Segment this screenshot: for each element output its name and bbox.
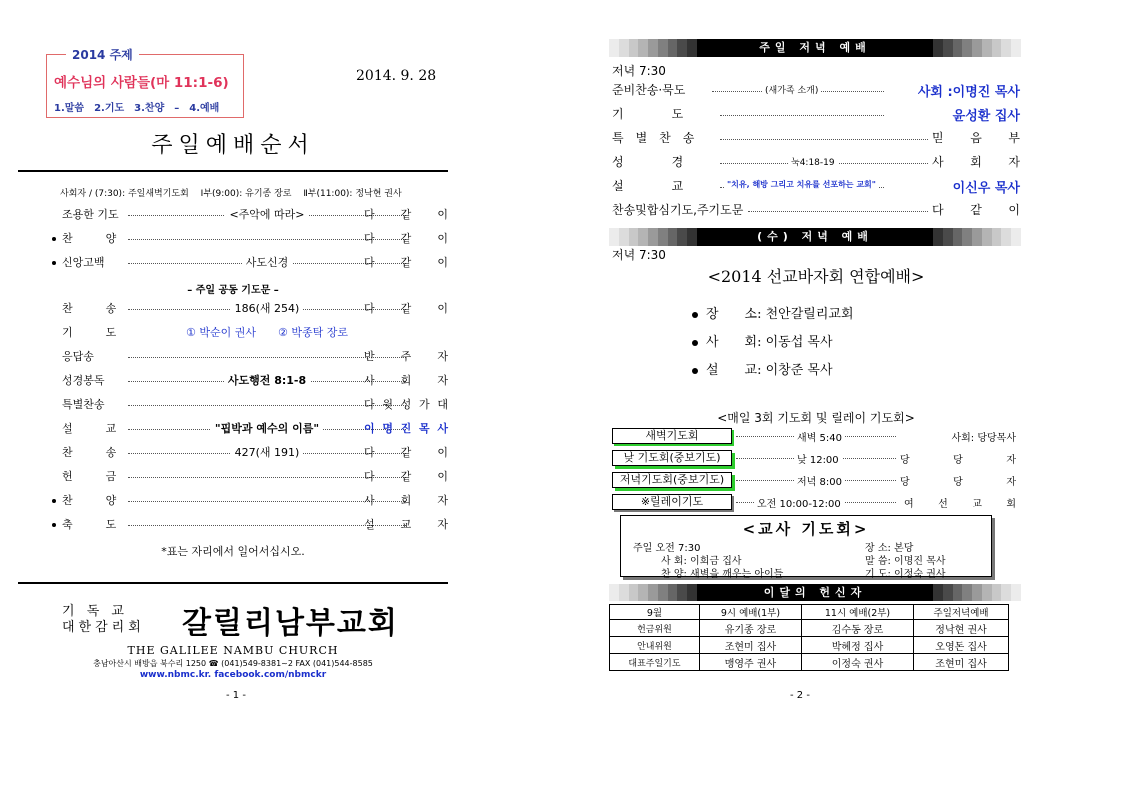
teacher-heading: <교사 기도회>	[742, 520, 870, 538]
evening-row	[612, 201, 1020, 221]
gradient-step	[1011, 228, 1021, 246]
evening-time: 저녁 7:30	[612, 64, 666, 78]
evening-item-name: 성 경	[612, 155, 684, 169]
leader-char: 자	[437, 350, 448, 363]
leader-char: 윗	[382, 398, 393, 411]
gradient-step	[1011, 39, 1021, 57]
leader-char: 회	[400, 374, 412, 387]
order-row	[52, 300, 448, 318]
order-item-detail-text: 427(새 191)	[231, 446, 304, 459]
gradient-step	[953, 228, 963, 246]
evening-item-name: 설 교	[612, 179, 684, 193]
gradient-step	[962, 584, 972, 601]
prayer-time: 저녁 8:00	[794, 473, 845, 488]
leader-char: 같	[400, 208, 412, 221]
dotted-leader	[748, 211, 928, 212]
duty-role: 안내위원	[610, 637, 700, 654]
leader-char: 같	[400, 446, 412, 459]
order-item-name: 찬 양	[62, 494, 117, 507]
leader-char: 다	[932, 203, 944, 217]
order-item-leader	[364, 230, 448, 246]
standing-bullet-icon	[52, 518, 56, 522]
order-item-name: 특별찬송	[62, 398, 105, 411]
gradient-step	[609, 39, 619, 57]
gradient-step	[648, 584, 658, 601]
banner-gradient	[933, 584, 1021, 601]
leader-char: 반	[364, 350, 375, 363]
teacher-prayer-box	[620, 515, 992, 580]
order-item-detail-text: "핍박과 예수의 이름"	[211, 422, 323, 435]
gradient-step	[943, 228, 953, 246]
gradient-step	[982, 584, 992, 601]
order-item-detail-text: 사도행전 8:1-8	[224, 374, 310, 387]
denomination-line: 기 독 교	[62, 604, 128, 619]
gradient-step	[992, 39, 1002, 57]
daily-row	[612, 428, 1016, 446]
order-row	[52, 324, 448, 342]
gradient-step	[619, 228, 629, 246]
gradient-step	[972, 584, 982, 601]
teacher-time: 주일 오전 7:30	[633, 543, 701, 554]
duty-person: 오영돈 집사	[914, 637, 1009, 654]
info-preacher	[692, 359, 833, 378]
leader-char: 가	[418, 398, 430, 411]
order-row	[52, 468, 448, 486]
order-row	[52, 420, 448, 438]
evening-row	[612, 129, 1020, 149]
gradient-step	[992, 228, 1002, 246]
gradient-step	[972, 228, 982, 246]
banner-title: 이달의 헌신자	[697, 584, 933, 601]
gradient-step	[687, 228, 697, 246]
bullet-spacer	[52, 446, 56, 450]
leader-char: 부	[1008, 131, 1020, 145]
teacher-line	[633, 539, 979, 552]
banner-gradient	[609, 584, 697, 601]
banner-title: (수) 저녁 예배	[697, 228, 933, 246]
gradient-step	[609, 228, 619, 246]
leader-char: 당	[900, 455, 910, 466]
order-item-name: 찬 송	[62, 446, 117, 459]
duty-row	[610, 654, 1009, 671]
divider	[18, 582, 448, 584]
leader-char: 이	[437, 208, 448, 221]
gradient-step	[943, 584, 953, 601]
order-item-name: 찬 송	[62, 302, 117, 315]
order-item-leader	[364, 206, 448, 222]
banner-gradient	[609, 39, 697, 57]
leader-char: 이	[1008, 203, 1020, 217]
order-row	[52, 230, 448, 248]
gradient-step	[629, 584, 639, 601]
order-item-detail-text: ① 박순이 권사 ② 박종탁 장로	[182, 326, 352, 339]
banner-gradient	[933, 228, 1021, 246]
evening-item-leader	[888, 177, 1020, 196]
info-host	[692, 331, 833, 350]
bullet-spacer	[52, 208, 56, 212]
evening-item-name: 준비찬송·묵도	[612, 83, 686, 97]
standing-bullet-icon	[52, 256, 56, 260]
leader-char: 이	[437, 470, 448, 483]
banner-gradient	[933, 39, 1021, 57]
leader-char: 선	[938, 499, 948, 510]
leader-char: 다	[364, 302, 375, 315]
church-logo-text: 갈릴리남부교회	[182, 606, 399, 641]
evening-item-detail: (새가족 소개)	[762, 83, 821, 96]
theme-label: 2014 주제	[66, 46, 139, 63]
order-item-leader	[364, 468, 448, 484]
order-row	[52, 396, 448, 414]
order-item-leader	[364, 396, 448, 412]
leader-char: 회	[1006, 499, 1016, 510]
order-item-detail	[128, 324, 406, 340]
order-item-name: 신앙고백	[62, 256, 105, 269]
evening-item-leader	[888, 105, 1020, 124]
gradient-step	[992, 584, 1002, 601]
order-item-name: 조용한 기도	[62, 208, 119, 221]
gradient-step	[953, 584, 963, 601]
duty-person: 유기종 장로	[699, 620, 801, 637]
evening-item-name: 기 도	[612, 107, 684, 121]
denomination-line: 대한감리회	[62, 620, 145, 635]
evening-item-leader	[932, 153, 1020, 170]
leader-char: 설	[364, 518, 375, 531]
church-address: 충남아산시 배방읍 북수리 1250 ☎ (041)549-8381~2 FAX (041)544-8585	[93, 659, 373, 668]
daily-row	[612, 472, 1016, 490]
church-web-link[interactable]: www.nbmc.kr. facebook.com/nbmckr	[139, 670, 327, 680]
leader-char: 당	[953, 477, 963, 488]
gradient-step	[982, 228, 992, 246]
duty-person: 김수동 장로	[801, 620, 913, 637]
leader-char: 윤성환 집사	[952, 109, 1020, 124]
sunday-evening-banner	[609, 39, 1021, 57]
info-place	[692, 303, 854, 322]
divider	[18, 170, 448, 172]
leader-char: 같	[970, 203, 982, 217]
order-item-name: 축 도	[62, 518, 117, 531]
gradient-step	[943, 39, 953, 57]
leader-char: 당	[953, 455, 963, 466]
standing-note: *표는 자리에서 일어서십시오.	[161, 545, 305, 558]
order-item-name: 헌 금	[62, 470, 117, 483]
gradient-step	[677, 39, 687, 57]
bullet-spacer	[52, 470, 56, 474]
evening-item-leader	[932, 201, 1020, 218]
leader-char: 다	[364, 208, 375, 221]
dotted-leader	[720, 115, 884, 116]
leader-char: 이	[437, 256, 448, 269]
bullet-spacer	[52, 350, 56, 354]
leader-char: 사	[364, 374, 375, 387]
leader-char: 사	[364, 494, 375, 507]
duty-table	[609, 604, 1009, 671]
leader-char: 회	[400, 494, 412, 507]
order-item-leader	[364, 372, 448, 388]
prayer-time: 오전 10:00-12:00	[754, 495, 844, 510]
leader-char: 다	[364, 470, 375, 483]
leader-char: 사	[437, 422, 448, 435]
bullet-icon	[692, 340, 698, 346]
leader-char: 자	[437, 374, 448, 387]
bullet-spacer	[52, 326, 56, 330]
standing-bullet-icon	[52, 494, 56, 498]
leader-char: 명	[382, 422, 393, 435]
prayer-label: ※릴레이기도	[612, 494, 732, 510]
leader-char: 이	[437, 302, 448, 315]
daily-prayer-heading: <매일 3회 기도회 및 릴레이 기도회>	[717, 411, 915, 425]
gradient-step	[677, 584, 687, 601]
gradient-step	[658, 39, 668, 57]
gradient-step	[638, 39, 648, 57]
duty-role: 헌금위원	[610, 620, 700, 637]
leader-char: 음	[970, 131, 982, 145]
gradient-step	[638, 584, 648, 601]
gradient-step	[619, 39, 629, 57]
gradient-step	[1001, 584, 1011, 601]
gradient-step	[982, 39, 992, 57]
gradient-step	[1001, 39, 1011, 57]
page-title: 주일예배순서	[151, 133, 315, 158]
evening-item-name: 찬송및합심기도,주기도문	[612, 203, 744, 217]
order-item-leader	[364, 254, 448, 270]
leader-char: 같	[400, 302, 412, 315]
gradient-step	[962, 39, 972, 57]
duty-banner	[609, 584, 1021, 601]
leader-char: 이	[437, 446, 448, 459]
leader-char: 자	[437, 494, 448, 507]
order-row	[52, 492, 448, 510]
bullet-spacer	[52, 374, 56, 378]
theme-title: 예수님의 사람들(마 11:1-6)	[54, 75, 229, 91]
prayer-label: 새벽기도회	[612, 428, 732, 444]
evening-row	[612, 81, 1020, 101]
duty-header: 11시 예배(2부)	[801, 605, 913, 620]
gradient-step	[677, 228, 687, 246]
prayer-time: 낮 12:00	[794, 451, 842, 466]
leader-char: 사회 :이명진 목사	[917, 85, 1020, 100]
evening-item-leader	[932, 129, 1020, 146]
gradient-step	[687, 39, 697, 57]
teacher-prayer: 기 도: 이정숙 권사	[865, 569, 946, 580]
service-leaders: 사회자 / (7:30): 주일새벽기도회 Ⅰ부(9:00): 유기종 장로 Ⅱ부(11:00): 정낙현 권사	[60, 189, 402, 199]
order-item-name: 응답송	[62, 350, 94, 363]
standing-bullet-icon	[52, 232, 56, 236]
leader-char: 목	[418, 422, 430, 435]
leader-char: 자	[1006, 477, 1016, 488]
duty-person: 이정숙 권사	[801, 654, 913, 671]
teacher-line	[633, 565, 979, 578]
order-item-leader	[364, 420, 448, 436]
order-item-name: 성경봉독	[62, 374, 105, 387]
wednesday-time: 저녁 7:30	[612, 248, 666, 262]
gradient-step	[668, 39, 678, 57]
teacher-place: 장 소: 본당	[865, 543, 914, 554]
prayer-heading: – 주일 공동 기도문 –	[187, 285, 279, 296]
banner-title: 주일 저녁 예배	[697, 39, 933, 57]
order-item-name: 설 교	[62, 422, 117, 435]
order-item-detail-text: 186(새 254)	[231, 302, 304, 315]
leader-char: 같	[400, 470, 412, 483]
gradient-step	[953, 39, 963, 57]
gradient-step	[619, 584, 629, 601]
leader-char: 대	[437, 398, 448, 411]
gradient-step	[629, 228, 639, 246]
info-text: 사 회: 이동섭 목사	[706, 335, 833, 350]
leader-char: 믿	[932, 131, 944, 145]
leader-char: 진	[400, 422, 412, 435]
teacher-host: 사 회: 이희금 집사	[661, 556, 742, 567]
leader-char: 당	[900, 477, 910, 488]
prayer-label: 저녁기도회(중보기도)	[612, 472, 732, 488]
duty-person: 조현미 집사	[699, 637, 801, 654]
order-row	[52, 516, 448, 534]
leader-char: 자	[437, 518, 448, 531]
leader-char: 이	[437, 232, 448, 245]
gradient-step	[638, 228, 648, 246]
teacher-line	[633, 552, 979, 565]
evening-row	[612, 153, 1020, 173]
gradient-step	[658, 584, 668, 601]
order-item-detail-text: <주악에 따라>	[225, 208, 308, 221]
duty-body	[610, 620, 1009, 671]
leader-char: 이신우 목사	[952, 181, 1020, 196]
daily-row	[612, 494, 1016, 512]
order-item-leader	[364, 300, 448, 316]
theme-subtitle: 1.말씀 2.기도 3.찬양 – 4.예배	[54, 103, 220, 114]
order-item-name: 찬 양	[62, 232, 117, 245]
leader-char: 다	[364, 446, 375, 459]
order-item-detail-text: 사도신경	[242, 256, 293, 269]
page-number: - 2 -	[790, 690, 810, 701]
gradient-step	[648, 228, 658, 246]
order-item-leader	[364, 444, 448, 460]
gradient-step	[687, 584, 697, 601]
denomination	[62, 604, 145, 636]
prayer-leader	[900, 429, 1016, 444]
duty-header: 주일저녁예배	[914, 605, 1009, 620]
teacher-song: 찬 양: 새벽을 깨우는 아이들	[661, 569, 784, 580]
duty-row	[610, 637, 1009, 654]
duty-header-row	[610, 605, 1009, 620]
gradient-step	[629, 39, 639, 57]
gradient-step	[668, 584, 678, 601]
bulletin-date: 2014. 9. 28	[356, 68, 437, 84]
leader-char: 다	[364, 256, 375, 269]
bullet-spacer	[52, 422, 56, 426]
teacher-word: 말 씀: 이명진 목사	[865, 556, 946, 567]
theme-box	[46, 54, 244, 118]
order-row	[52, 372, 448, 390]
prayer-leader	[900, 473, 1016, 488]
leader-char: 주	[400, 350, 412, 363]
leader-char: 회	[970, 155, 982, 169]
duty-header: 9월	[610, 605, 700, 620]
duty-person: 정낙현 권사	[914, 620, 1009, 637]
duty-person: 조현미 집사	[914, 654, 1009, 671]
leader-char: 여	[904, 499, 914, 510]
evening-item-detail: 눅4:18-19	[788, 155, 838, 168]
banner-gradient	[609, 228, 697, 246]
evening-item-detail: "치유, 해방 그리고 치유를 선포하는 교회"	[724, 179, 879, 190]
gradient-step	[1001, 228, 1011, 246]
order-row	[52, 348, 448, 366]
wednesday-banner	[609, 228, 1021, 246]
leader-char: 성	[400, 398, 412, 411]
leader-char: 다	[364, 398, 375, 411]
duty-role: 대표주일기도	[610, 654, 700, 671]
info-text: 장 소: 천안갈릴리교회	[706, 307, 854, 322]
prayer-time: 새벽 5:40	[794, 429, 845, 444]
prayer-leader	[900, 451, 1016, 466]
bullet-spacer	[52, 302, 56, 306]
bullet-icon	[692, 312, 698, 318]
page-number: - 1 -	[226, 690, 246, 701]
leader-char: 사	[932, 155, 944, 169]
leader-char: 다	[364, 232, 375, 245]
daily-row	[612, 450, 1016, 468]
leader-char: 이	[364, 422, 375, 435]
leader-char: 교	[972, 499, 982, 510]
gradient-step	[668, 228, 678, 246]
bullet-icon	[692, 368, 698, 374]
prayer-label: 낮 기도회(중보기도)	[612, 450, 732, 466]
evening-item-leader	[888, 81, 1020, 100]
info-text: 설 교: 이창준 목사	[706, 363, 833, 378]
leader-char: 자	[1008, 155, 1020, 169]
gradient-step	[933, 584, 943, 601]
gradient-step	[648, 39, 658, 57]
gradient-step	[1011, 584, 1021, 601]
dotted-leader	[720, 139, 928, 140]
order-item-name: 기 도	[62, 326, 117, 339]
gradient-step	[962, 228, 972, 246]
evening-item-name: 특 별 찬 송	[612, 131, 695, 145]
duty-person: 맹영주 권사	[699, 654, 801, 671]
gradient-step	[972, 39, 982, 57]
church-name-en: THE GALILEE NAMBU CHURCH	[127, 644, 339, 657]
gradient-step	[658, 228, 668, 246]
order-item-leader	[364, 348, 448, 364]
gradient-step	[933, 228, 943, 246]
leader-char: 자	[1006, 455, 1016, 466]
bullet-spacer	[52, 398, 56, 402]
leader-char: 사회: 당당목사	[951, 433, 1016, 444]
order-row	[52, 206, 448, 224]
duty-person: 박혜정 집사	[801, 637, 913, 654]
evening-row	[612, 177, 1020, 197]
order-item-leader	[364, 516, 448, 532]
order-item-leader	[364, 492, 448, 508]
duty-row	[610, 620, 1009, 637]
order-row	[52, 444, 448, 462]
leader-char: 같	[400, 256, 412, 269]
gradient-step	[609, 584, 619, 601]
duty-header: 9시 예배(1부)	[699, 605, 801, 620]
prayer-leader	[904, 495, 1016, 510]
leader-char: 교	[400, 518, 412, 531]
order-row	[52, 254, 448, 272]
gradient-step	[933, 39, 943, 57]
evening-row	[612, 105, 1020, 125]
leader-char: 같	[400, 232, 412, 245]
union-service-title: <2014 선교바자회 연합예배>	[707, 267, 925, 286]
